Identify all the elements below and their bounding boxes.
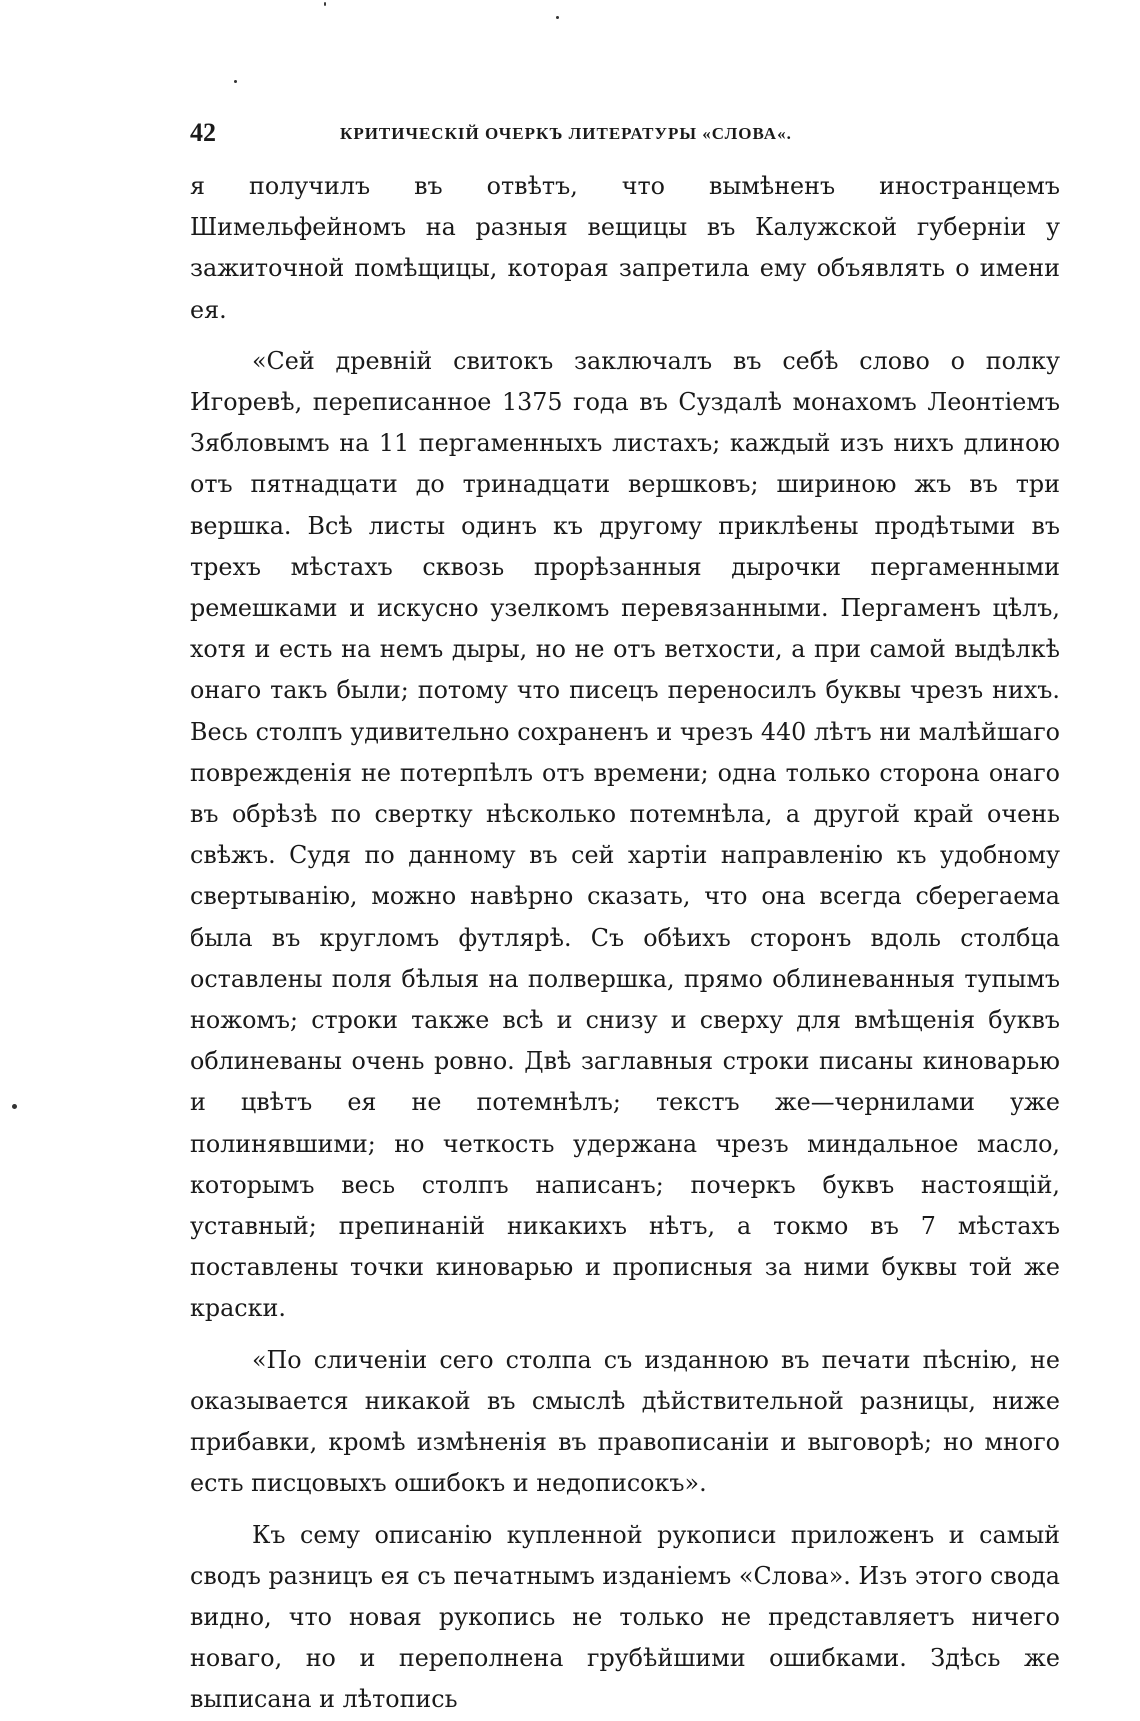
print-speck xyxy=(324,2,326,6)
book-page xyxy=(190,118,1060,1721)
print-speck xyxy=(12,1104,17,1109)
print-speck xyxy=(556,16,559,19)
paragraph-comparison: «По сличеніи сего столпа съ изданною въ печати пѣснію, не оказывается никакой въ смыслѣ дѣйствительной разницы, ниже прибавки, кромѣ измѣненія въ правописаніи и выговорѣ; но много есть писцовыхъ ошибокъ и недописокъ». xyxy=(190,1345,1060,1498)
paragraph-variant-list: Къ сему описанію купленной рукописи приложенъ и самый сводъ разницъ ея съ печатнымъ изданіемъ «Слова». Изъ этого свода видно, что новая рукопись не только не представляетъ ничего новаго, но и переполнена грубѣйшими ошибками. Здѣсь же выписана и лѣтопись xyxy=(190,1520,1060,1714)
page-header xyxy=(190,118,1060,152)
print-speck xyxy=(234,80,237,83)
paragraph-continuation: я получилъ въ отвѣтъ, что вымѣненъ иностранцемъ Шимельфейномъ на разныя вещицы въ Калужской губерніи у зажиточной помѣщицы, которая запретила ему объявлять о имени ея. xyxy=(190,172,1060,324)
page-number: 42 xyxy=(190,118,216,147)
paragraph-scroll-description: «Сей древній свитокъ заключалъ въ себѣ слово о полку Игоревѣ, переписанное 1375 года въ Суздалѣ монахомъ Леонтіемъ Зябловымъ на 11 пергаменныхъ листахъ; каждый изъ нихъ длиною отъ пятнадцати до тринадцати вершковъ; шириною жъ въ три вершка. Всѣ листы одинъ къ другому приклѣены продѣтыми въ трехъ мѣстахъ сквозь прорѣзанныя дырочки пергаменными ремешками и искусно узелкомъ перевязанными. Пергаменъ цѣлъ, хотя и есть на немъ дыры, но не отъ ветхости, а при самой выдѣлкѣ онаго такъ были; потому что писецъ переносилъ буквы чрезъ нихъ. Весь столпъ удивительно сохраненъ и чрезъ 440 лѣтъ ни малѣйшаго поврежденія не потерпѣлъ отъ времени; одна только сторона онаго въ обрѣзѣ по свертку нѣсколько потемнѣла, а другой край очень свѣжъ. Судя по данному въ сей хартіи направленію къ удобному свертыванію, можно навѣрно сказать, что она всегда сберегаема была въ кругломъ футлярѣ. Съ обѣихъ сторонъ вдоль столбца оставлены поля бѣлыя на полвершка, прямо облиневанныя тупымъ ножомъ; строки также всѣ и снизу и сверху для вмѣщенія буквъ облиневаны очень ровно. Двѣ заглавныя строки писаны киноварью и цвѣтъ ея не потемнѣлъ; текстъ же—чернилами уже полинявшими; но четкость удержана чрезъ миндальное масло, которымъ весь столпъ написанъ; почеркъ буквъ настоящій, уставный; препинаній никакихъ нѣтъ, а токмо въ 7 мѣстахъ поставлены точки киноварью и прописныя за ними буквы той же краски. xyxy=(190,346,1060,1323)
running-title: КРИТИЧЕСКІЙ ОЧЕРКЪ ЛИТЕРАТУРЫ «СЛОВА«. xyxy=(340,124,792,143)
